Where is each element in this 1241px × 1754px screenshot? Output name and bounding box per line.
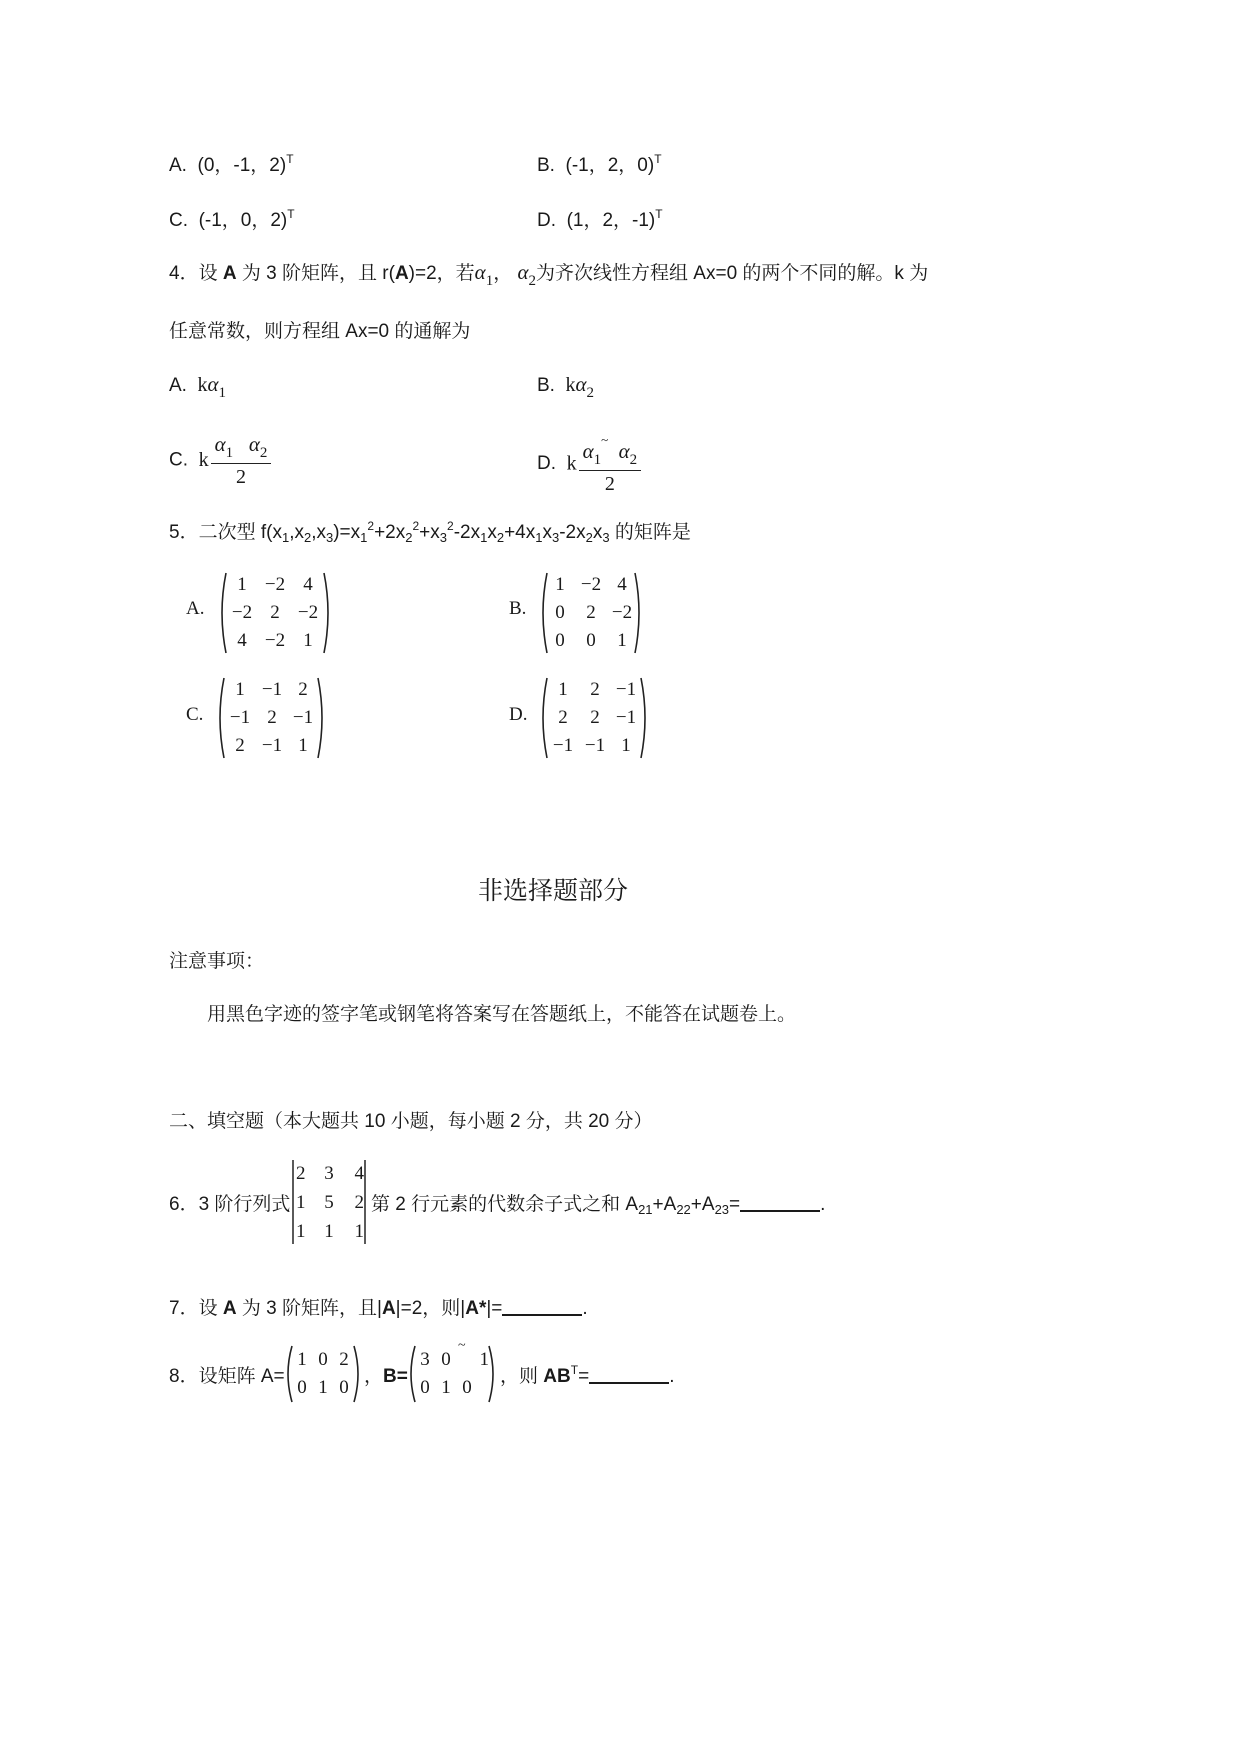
subscript: 2 xyxy=(629,452,638,468)
text: )=2，若 xyxy=(408,263,475,284)
cell: 2 xyxy=(235,735,245,756)
cell: 0 xyxy=(586,630,596,651)
k-const: k xyxy=(198,449,209,471)
cell: 4 xyxy=(303,574,313,595)
matrix xyxy=(283,1344,363,1404)
matrix xyxy=(538,571,644,655)
text: ,x xyxy=(311,522,326,543)
matrix xyxy=(406,1338,498,1404)
cell: 1 xyxy=(237,574,247,595)
matrix xyxy=(538,676,650,760)
notes-heading: 注意事项： xyxy=(169,951,265,972)
q3-option-d xyxy=(537,205,663,232)
answer-blank[interactable] xyxy=(740,1192,820,1212)
paren-icon xyxy=(217,571,333,655)
cell: 1 xyxy=(441,1377,451,1398)
fraction xyxy=(579,432,642,496)
q3-option-a xyxy=(169,150,294,177)
q3-option-b xyxy=(537,150,662,177)
tilde-mark: ~ xyxy=(601,432,609,447)
alpha-symbol: α xyxy=(207,372,219,396)
paren-icon xyxy=(215,676,327,760)
k-const: k xyxy=(197,374,208,396)
option-label: B. xyxy=(537,155,555,176)
subscript: 1 xyxy=(281,530,290,545)
cell: 0 xyxy=(555,630,565,651)
cell: 0 xyxy=(339,1377,349,1398)
paren-icon xyxy=(538,676,650,760)
text: +2x xyxy=(374,522,406,543)
cell: −1 xyxy=(292,707,314,728)
cell: 2 xyxy=(298,679,308,700)
text: . xyxy=(582,1298,588,1319)
cell: 1 xyxy=(297,1349,307,1370)
subscript: 1 xyxy=(485,273,494,289)
q6-determinant xyxy=(290,1158,368,1247)
paren-icon xyxy=(283,1344,363,1404)
cell: 1 xyxy=(298,735,308,756)
cell: 4 xyxy=(237,630,247,651)
cell: 3 xyxy=(324,1162,334,1184)
cell: 0 xyxy=(318,1349,328,1370)
cell: −1 xyxy=(615,707,637,728)
k-const: k xyxy=(566,452,577,475)
text: +x xyxy=(419,522,440,543)
subscript: 1 xyxy=(225,445,234,461)
transpose-sup: T xyxy=(654,152,662,166)
text: 5．二次型 f(x xyxy=(169,522,282,543)
cell: −1 xyxy=(584,735,606,756)
subscript: 3 xyxy=(551,530,560,545)
q5-matrix-d xyxy=(538,676,650,760)
matrix-A: A xyxy=(394,263,409,284)
cell: 4 xyxy=(354,1162,364,1184)
subscript: 3 xyxy=(439,530,448,545)
cell: 0 xyxy=(441,1349,451,1370)
option-label-a: A. xyxy=(186,598,205,619)
cell: 4 xyxy=(617,574,627,595)
notes-text: 用黑色字迹的签字笔或钢笔将答案写在答题纸上，不能答在试题卷上。 xyxy=(207,1004,797,1025)
subscript: 2 xyxy=(586,385,595,401)
subscript: 2 xyxy=(405,530,413,545)
text: -2x xyxy=(559,522,586,543)
text: -2x xyxy=(453,522,481,543)
alpha-symbol: α xyxy=(474,260,486,284)
option-label: B. xyxy=(537,375,555,396)
subscript: 21 xyxy=(638,1202,653,1217)
text: x xyxy=(542,522,552,543)
denominator: 2 xyxy=(235,466,246,488)
tilde-mark: ~ xyxy=(458,1338,466,1353)
cell: 1 xyxy=(621,735,631,756)
alpha-symbol: α xyxy=(582,439,594,463)
text: x xyxy=(592,522,603,543)
text: . xyxy=(820,1194,826,1215)
cell: −1 xyxy=(229,707,251,728)
cell: −2 xyxy=(264,630,286,651)
option-value: (1，2，-1) xyxy=(566,210,656,231)
matrix-A: A xyxy=(222,1298,237,1319)
subscript: 2 xyxy=(585,530,593,545)
text: 的矩阵是 xyxy=(609,522,691,543)
text: = xyxy=(729,1194,741,1215)
cell: −2 xyxy=(611,602,633,623)
paren-icon xyxy=(406,1344,498,1404)
option-label: C. xyxy=(169,210,188,231)
alpha-symbol: α xyxy=(248,432,260,456)
cell: 2 xyxy=(590,679,600,700)
cell: 1 xyxy=(324,1220,334,1242)
matrix xyxy=(217,571,333,655)
q5-matrix-a xyxy=(217,571,333,655)
cell: 2 xyxy=(354,1191,364,1213)
q8-matrix-a xyxy=(283,1344,363,1404)
transpose-sup: T xyxy=(655,207,663,221)
cell: 2 xyxy=(558,707,568,728)
q8-prefix: 8．设矩阵 A= xyxy=(169,1366,285,1387)
alpha-symbol: α xyxy=(618,439,630,463)
q3-option-c xyxy=(169,205,295,232)
q4-option-d xyxy=(537,432,641,496)
cell: 1 xyxy=(318,1377,328,1398)
fraction xyxy=(211,432,272,489)
text: x xyxy=(487,522,497,543)
subscript: 2 xyxy=(496,530,505,545)
transpose-sup: T xyxy=(286,152,294,166)
adjugate-A: A* xyxy=(465,1298,487,1319)
alpha-symbol: α xyxy=(214,432,226,456)
cell: 2 xyxy=(270,602,280,623)
text: 为 3 阶矩阵，且 r( xyxy=(236,263,395,284)
text: = xyxy=(578,1366,590,1387)
option-label: A. xyxy=(169,375,187,396)
matrix xyxy=(215,676,327,760)
matrix-B-label: B= xyxy=(383,1366,408,1387)
cell: −1 xyxy=(615,679,637,700)
text: . xyxy=(669,1366,675,1387)
text: +4x xyxy=(504,522,536,543)
q7 xyxy=(169,1293,588,1320)
cell: 1 xyxy=(354,1220,364,1242)
matrix-A: A xyxy=(381,1298,396,1319)
option-label: D. xyxy=(537,453,556,474)
subscript: 22 xyxy=(676,1202,691,1217)
cell: 1 xyxy=(296,1220,306,1242)
k-const: k xyxy=(565,374,576,396)
q5-stem xyxy=(169,517,691,545)
text: +A xyxy=(652,1194,677,1215)
q4-stem-line1 xyxy=(169,258,928,290)
text: ， xyxy=(364,1366,384,1387)
text: 7．设 xyxy=(169,1298,223,1319)
transpose-sup: T xyxy=(570,1363,579,1377)
subscript: 2 xyxy=(528,273,537,289)
q4-option-c xyxy=(169,432,271,489)
cell: 0 xyxy=(420,1377,430,1398)
text: |= xyxy=(486,1298,503,1319)
part2-heading: 二、填空题（本大题共 10 小题，每小题 2 分，共 20 分） xyxy=(169,1111,653,1132)
cell: 1 xyxy=(303,630,313,651)
cell: 1 xyxy=(235,679,245,700)
transpose-sup: T xyxy=(287,207,295,221)
text: 4．设 xyxy=(169,263,223,284)
text: ， xyxy=(493,263,513,284)
cell: 1 xyxy=(617,630,627,651)
text: |=2，则| xyxy=(395,1298,466,1319)
subscript: 23 xyxy=(714,1202,730,1217)
cell: 2 xyxy=(586,602,596,623)
superscript: 2 xyxy=(447,519,454,533)
option-value: (-1，0，2) xyxy=(198,210,288,231)
text: ，则 xyxy=(500,1366,544,1387)
text: 第 2 行元素的代数余子式之和 A xyxy=(371,1194,639,1215)
q8-suffix xyxy=(500,1361,674,1388)
q8-mid xyxy=(364,1361,408,1388)
subscript: 1 xyxy=(360,530,368,545)
cell: −2 xyxy=(297,602,319,623)
text: 为 3 阶矩阵，且| xyxy=(236,1298,382,1319)
q4-stem-line2: 任意常数，则方程组 Ax=0 的通解为 xyxy=(169,321,471,342)
superscript: 2 xyxy=(367,519,375,533)
superscript: 2 xyxy=(412,519,420,533)
denominator: 2 xyxy=(604,473,615,495)
alpha-symbol: α xyxy=(517,260,529,284)
cell: 0 xyxy=(297,1377,307,1398)
determinant xyxy=(290,1158,368,1247)
subscript: 2 xyxy=(303,530,312,545)
q4-option-b xyxy=(537,372,594,402)
subscript: 1 xyxy=(593,452,602,468)
q8-matrix-b xyxy=(406,1338,498,1404)
section-title: 非选择题部分 xyxy=(478,877,629,905)
q5-matrix-c xyxy=(215,676,327,760)
q6-prefix: 6．3 阶行列式 xyxy=(169,1194,291,1215)
q4-option-a xyxy=(169,372,226,402)
q6-suffix xyxy=(371,1189,825,1217)
cell: 5 xyxy=(324,1191,334,1213)
q5-matrix-b xyxy=(538,571,644,655)
option-label: C. xyxy=(169,449,188,471)
det-bars-icon xyxy=(290,1158,368,1246)
cell: 0 xyxy=(555,602,565,623)
option-value: (-1，2，0) xyxy=(565,155,655,176)
option-value: (0，-1，2) xyxy=(197,155,287,176)
text: )=x xyxy=(333,522,361,543)
option-label: D. xyxy=(537,210,556,231)
subscript: 3 xyxy=(325,530,334,545)
text: ,x xyxy=(289,522,304,543)
cell: 0 xyxy=(462,1377,472,1398)
cell: 1 xyxy=(479,1349,489,1370)
matrix-A: A xyxy=(222,263,237,284)
subscript: 3 xyxy=(602,530,610,545)
cell: −2 xyxy=(231,602,253,623)
cell: −1 xyxy=(261,735,283,756)
cell: −1 xyxy=(552,735,574,756)
cell: −2 xyxy=(264,574,286,595)
product-label: AB xyxy=(543,1366,571,1387)
answer-blank[interactable] xyxy=(589,1364,669,1384)
option-label-b: B. xyxy=(509,598,527,619)
text: +A xyxy=(690,1194,715,1215)
alpha-symbol: α xyxy=(575,372,587,396)
option-label-d: D. xyxy=(509,704,528,725)
option-label-c: C. xyxy=(186,704,204,725)
subscript: 2 xyxy=(259,445,268,461)
cell: 2 xyxy=(590,707,600,728)
cell: 2 xyxy=(339,1349,349,1370)
cell: 1 xyxy=(558,679,568,700)
cell: 3 xyxy=(420,1349,430,1370)
option-label: A. xyxy=(169,155,187,176)
cell: −2 xyxy=(580,574,602,595)
cell: 1 xyxy=(296,1191,306,1213)
subscript: 1 xyxy=(535,530,543,545)
cell: 2 xyxy=(296,1162,306,1184)
subscript: 1 xyxy=(218,385,227,401)
text: 为齐次线性方程组 Ax=0 的两个不同的解。k 为 xyxy=(536,263,929,284)
paren-icon xyxy=(538,571,644,655)
subscript: 1 xyxy=(480,530,488,545)
cell: −1 xyxy=(261,679,283,700)
cell: 1 xyxy=(555,574,565,595)
answer-blank[interactable] xyxy=(502,1296,582,1316)
cell: 2 xyxy=(267,707,277,728)
